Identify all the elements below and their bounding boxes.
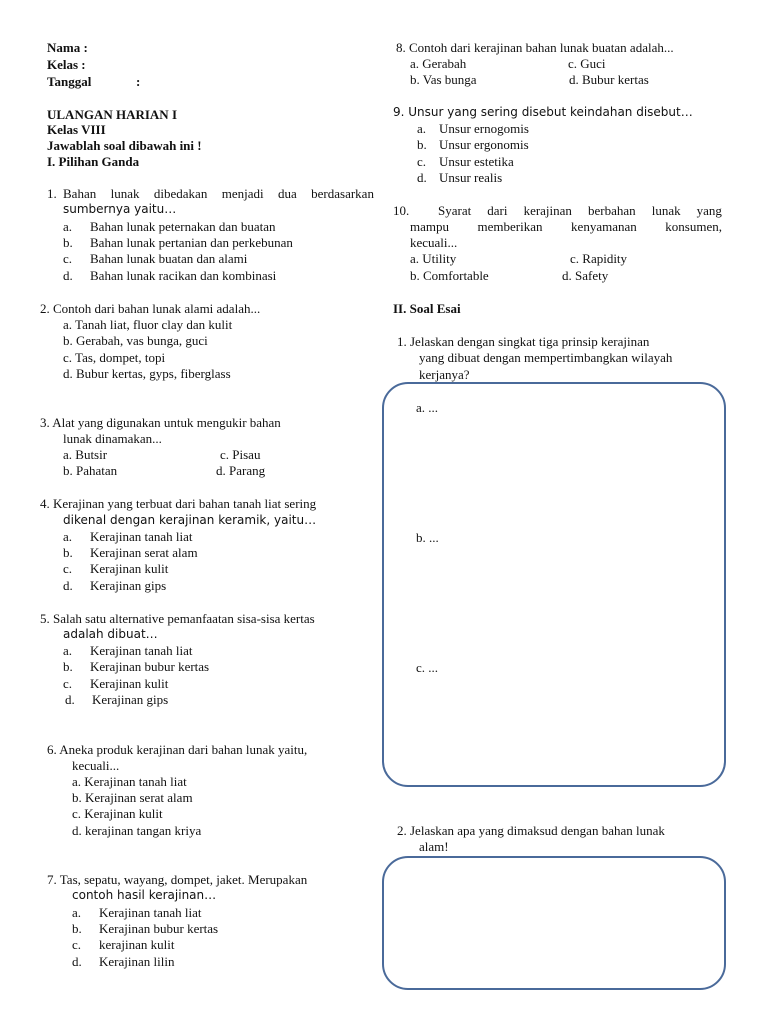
q7-option-letter: c.	[72, 937, 82, 952]
q4-option-b: Kerajinan serat alam	[90, 545, 198, 560]
essay1-line2: yang dibuat dengan mempertimbangkan wilayah	[419, 350, 673, 365]
q2-option-d: d. Bubur kertas, gyps, fiberglass	[63, 366, 231, 381]
q5-line2: adalah dibuat…	[63, 627, 158, 641]
q4-line2: dikenal dengan kerajinan keramik, yaitu…	[63, 513, 317, 527]
q10-option-c: c. Rapidity	[570, 251, 628, 266]
q4-option-d: Kerajinan gips	[90, 578, 167, 593]
q1-option-b: Bahan lunak pertanian dan perkebunan	[90, 235, 293, 250]
q4-option-letter: c.	[63, 561, 73, 576]
q5-option-c: Kerajinan kulit	[90, 676, 169, 691]
kelas-label: Kelas :	[47, 57, 86, 72]
q3-line1: 3. Alat yang digunakan untuk mengukir bahan	[40, 415, 281, 430]
section-essay: II. Soal Esai	[393, 301, 461, 316]
q10-line3: kecuali...	[410, 235, 458, 250]
essay2-line1: 2. Jelaskan apa yang dimaksud dengan bahan lunak	[397, 823, 665, 838]
q6-option-a: a. Kerajinan tanah liat	[72, 774, 187, 789]
q9-text: 9. Unsur yang sering disebut keindahan disebut…	[393, 105, 693, 119]
q5-option-letter: a.	[63, 643, 73, 658]
q4-option-letter: a.	[63, 529, 73, 544]
essay1-answer-box[interactable]	[382, 382, 726, 787]
q1-option-a: Bahan lunak peternakan dan buatan	[90, 219, 276, 234]
q3-option-d: d. Parang	[216, 463, 266, 478]
q1-word: Bahan	[63, 186, 97, 201]
q5-option-d: Kerajinan gips	[92, 692, 169, 707]
q1-option-d: Bahan lunak racikan dan kombinasi	[90, 268, 277, 283]
q4-line1: 4. Kerajinan yang terbuat dari bahan tanah liat sering	[40, 496, 317, 511]
exam-title: ULANGAN HARIAN I	[47, 107, 178, 122]
essay1-line3: kerjanya?	[419, 367, 470, 382]
q7-option-d: Kerajinan lilin	[99, 954, 175, 969]
q3-option-c: c. Pisau	[220, 447, 261, 462]
q6-option-c: c. Kerajinan kulit	[72, 806, 163, 821]
q9-option-d: Unsur realis	[439, 170, 503, 185]
q10-line1	[438, 203, 722, 218]
q3-line2: lunak dinamakan...	[63, 431, 162, 446]
q10-word: konsumen,	[665, 219, 722, 234]
q4-option-a: Kerajinan tanah liat	[90, 529, 193, 544]
q1-line2: sumbernya yaitu…	[63, 202, 177, 216]
q10-word: kenyamanan	[571, 219, 637, 234]
q10-word: memberikan	[477, 219, 543, 234]
q2-option-c: c. Tas, dompet, topi	[63, 350, 166, 365]
instruction: Jawablah soal dibawah ini !	[47, 138, 202, 153]
q10-word: dari	[487, 203, 508, 218]
q1-option-c: Bahan lunak buatan dan alami	[90, 251, 248, 266]
q6-option-b: b. Kerajinan serat alam	[72, 790, 193, 805]
q7-option-letter: b.	[72, 921, 82, 936]
q9-option-letter: b.	[417, 137, 427, 152]
q5-option-letter: d.	[65, 692, 75, 707]
q4-option-letter: d.	[63, 578, 73, 593]
q10-word: lunak	[651, 203, 681, 218]
essay1-answer-b: b. ...	[416, 530, 439, 545]
q8-option-a: a. Gerabah	[410, 56, 467, 71]
q7-option-c: kerajinan kulit	[99, 937, 175, 952]
q9-option-b: Unsur ergonomis	[439, 137, 529, 152]
q8-option-b: b. Vas bunga	[410, 72, 477, 87]
q10-option-b: b. Comfortable	[410, 268, 489, 283]
q7-option-a: Kerajinan tanah liat	[99, 905, 202, 920]
q8-text: 8. Contoh dari kerajinan bahan lunak buatan adalah...	[396, 40, 674, 55]
q10-word: yang	[696, 203, 722, 218]
q10-word: berbahan	[588, 203, 636, 218]
q1-word: menjadi	[221, 186, 264, 201]
tanggal-label: Tanggal	[47, 74, 92, 89]
q10-word: kerajinan	[523, 203, 572, 218]
q1-line1	[63, 186, 374, 201]
q3-option-a: a. Butsir	[63, 447, 108, 462]
q9-option-c: Unsur estetika	[439, 154, 514, 169]
q6-line2: kecuali...	[72, 758, 120, 773]
q1-word: dua	[277, 186, 297, 201]
q2-text: 2. Contoh dari bahan lunak alami adalah...	[40, 301, 261, 316]
essay2-answer-box[interactable]	[382, 856, 726, 990]
section-multiple-choice: I. Pilihan Ganda	[47, 154, 140, 169]
q1-option-letter: b.	[63, 235, 73, 250]
class-title: Kelas VIII	[47, 122, 106, 137]
q8-option-d: d. Bubur kertas	[569, 72, 649, 87]
q3-option-b: b. Pahatan	[63, 463, 118, 478]
q7-option-b: Kerajinan bubur kertas	[99, 921, 219, 936]
q6-option-d: d. kerajinan tangan kriya	[72, 823, 202, 838]
q7-line2: contoh hasil kerajinan…	[72, 888, 217, 902]
q2-option-a: a. Tanah liat, fluor clay dan kulit	[63, 317, 233, 332]
q10-option-d: d. Safety	[562, 268, 609, 283]
q10-word: Syarat	[438, 203, 472, 218]
q9-option-letter: c.	[417, 154, 427, 169]
essay1-line1: 1. Jelaskan dengan singkat tiga prinsip kerajinan	[397, 334, 650, 349]
q1-option-letter: d.	[63, 268, 73, 283]
q10-option-a: a. Utility	[410, 251, 457, 266]
q10-line2	[410, 219, 722, 234]
q2-option-b: b. Gerabah, vas bunga, guci	[63, 333, 208, 348]
q1-word: berdasarkan	[311, 186, 374, 201]
q5-option-letter: b.	[63, 659, 73, 674]
q7-option-letter: d.	[72, 954, 82, 969]
q7-line1: 7. Tas, sepatu, wayang, dompet, jaket. Merupakan	[47, 872, 308, 887]
q4-option-c: Kerajinan kulit	[90, 561, 169, 576]
essay2-line2: alam!	[419, 839, 449, 854]
q4-option-letter: b.	[63, 545, 73, 560]
q6-line1: 6. Aneka produk kerajinan dari bahan lunak yaitu,	[47, 742, 308, 757]
nama-label: Nama :	[47, 40, 88, 55]
q10-number: 10.	[393, 203, 410, 218]
q1-option-letter: c.	[63, 251, 73, 266]
q5-option-letter: c.	[63, 676, 73, 691]
q1-option-letter: a.	[63, 219, 73, 234]
q9-option-letter: d.	[417, 170, 427, 185]
q1-word: dibedakan	[153, 186, 208, 201]
q1-number: 1.	[47, 186, 57, 201]
q9-option-a: Unsur ernogomis	[439, 121, 529, 136]
q7-option-letter: a.	[72, 905, 82, 920]
q9-option-letter: a.	[417, 121, 427, 136]
q10-word: mampu	[410, 219, 449, 234]
essay1-answer-a: a. ...	[416, 400, 439, 415]
q5-option-b: Kerajinan bubur kertas	[90, 659, 210, 674]
q1-word: lunak	[110, 186, 140, 201]
q8-option-c: c. Guci	[568, 56, 606, 71]
tanggal-colon: :	[136, 74, 141, 89]
q5-line1: 5. Salah satu alternative pemanfaatan sisa-sisa kertas	[40, 611, 315, 626]
essay1-answer-c: c. ...	[416, 660, 439, 675]
q5-option-a: Kerajinan tanah liat	[90, 643, 193, 658]
